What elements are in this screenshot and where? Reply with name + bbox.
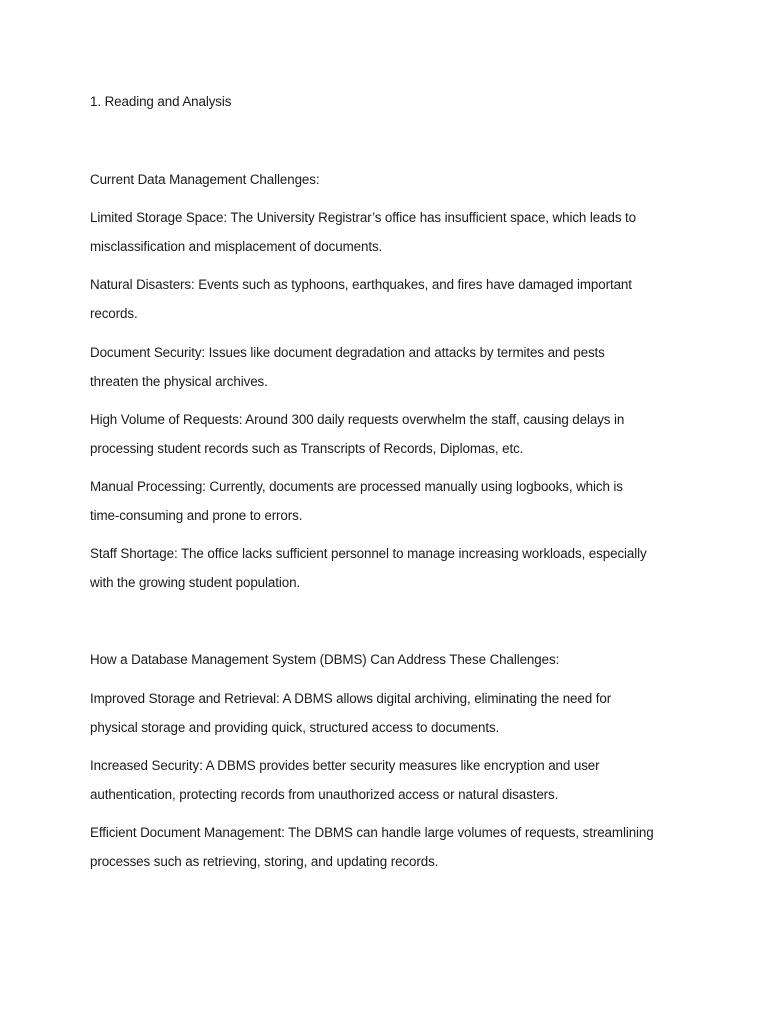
solutions-title: How a Database Management System (DBMS) Can Address These Challenges:: [90, 652, 560, 667]
solution-item-storage-retrieval: [90, 685, 686, 742]
challenge-line: Limited Storage Space: The University Registrar’s office has insufficient space, which leads to: [90, 210, 637, 225]
challenge-line: Natural Disasters: Events such as typhoons, earthquakes, and fires have damaged important: [90, 277, 632, 292]
challenge-item-manual-processing: [90, 473, 686, 530]
challenge-item-natural-disasters: [90, 271, 686, 328]
challenge-line: records.: [90, 305, 138, 321]
challenge-line: misclassification and misplacement of documents.: [90, 238, 383, 254]
challenge-item-limited-storage: [90, 204, 686, 261]
solution-line: processes such as retrieving, storing, and updating records.: [90, 853, 439, 869]
challenge-line: threaten the physical archives.: [90, 373, 268, 389]
challenge-item-staff-shortage: [90, 540, 686, 597]
solution-line: Improved Storage and Retrieval: A DBMS allows digital archiving, eliminating the need for: [90, 691, 612, 706]
challenge-item-high-volume: [90, 406, 686, 463]
challenges-title: Current Data Management Challenges:: [90, 172, 320, 187]
solution-line: Efficient Document Management: The DBMS can handle large volumes of requests, streamlining: [90, 825, 654, 840]
solution-line: physical storage and providing quick, structured access to documents.: [90, 719, 500, 735]
challenge-line: Staff Shortage: The office lacks sufficient personnel to manage increasing workloads, especially: [90, 546, 647, 561]
solution-item-security: [90, 752, 686, 809]
solution-line: authentication, protecting records from unauthorized access or natural disasters.: [90, 786, 559, 802]
challenge-line: High Volume of Requests: Around 300 daily requests overwhelm the staff, causing delays in: [90, 412, 625, 427]
challenge-item-document-security: [90, 339, 686, 396]
challenge-line: Manual Processing: Currently, documents are processed manually using logbooks, which is: [90, 479, 623, 494]
challenge-line: with the growing student population.: [90, 574, 301, 590]
solution-item-document-management: [90, 819, 686, 876]
challenge-line: time-consuming and prone to errors.: [90, 507, 303, 523]
challenge-line: Document Security: Issues like document degradation and attacks by termites and pests: [90, 345, 605, 360]
challenge-line: processing student records such as Transcripts of Records, Diplomas, etc.: [90, 440, 524, 456]
solution-line: Increased Security: A DBMS provides better security measures like encryption and user: [90, 758, 600, 773]
document-heading: 1. Reading and Analysis: [90, 94, 232, 109]
